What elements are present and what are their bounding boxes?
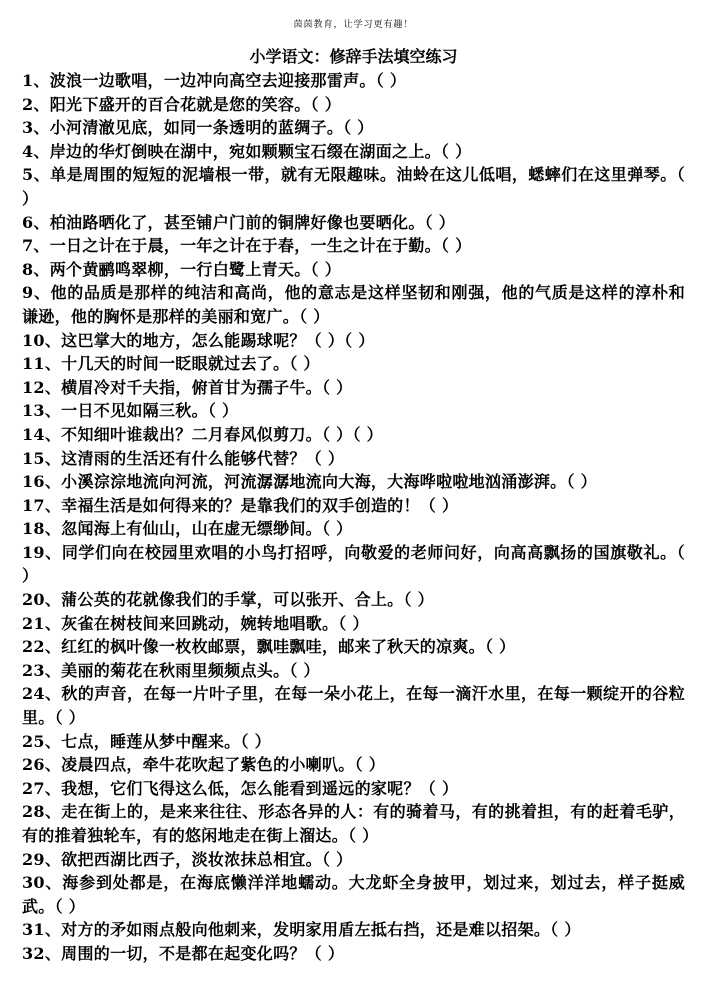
question-text: 两个黄鹂鸣翠柳，一行白鹭上青天。（ ） (49, 259, 342, 279)
question-number: 23、 (22, 660, 62, 680)
question-number: 13、 (22, 401, 62, 421)
question-number: 4、 (22, 141, 50, 161)
question-text: 蒲公英的花就像我们的手掌，可以张开、合上。（ ） (61, 590, 434, 610)
question-item (22, 494, 685, 518)
question-number: 22、 (22, 637, 62, 657)
question-item (22, 635, 685, 659)
question-number: 11、 (22, 354, 62, 374)
question-text: 他的品质是那样的纯洁和高尚，他的意志是这样坚韧和刚强，他的气质是这样的淳朴和谦逊，他的胸怀是那样的美丽和宽广。（ ） (22, 283, 685, 326)
question-item (22, 69, 685, 93)
question-item (22, 399, 685, 423)
header-note: 茵茵教育，让学习更有趣！ (293, 20, 414, 30)
question-number: 6、 (22, 212, 50, 232)
question-number: 30、 (22, 873, 63, 893)
question-number: 5、 (22, 165, 51, 185)
question-item (22, 918, 685, 942)
question-list (22, 69, 685, 966)
question-number: 12、 (22, 377, 62, 397)
question-item (22, 753, 685, 777)
question-text: 灰雀在树枝间来回跳动，婉转地唱歌。（ ） (61, 613, 369, 633)
question-item (22, 470, 685, 494)
question-item (22, 140, 685, 164)
question-item (22, 376, 685, 400)
question-text: 红红的枫叶像一枚枚邮票，飘哇飘哇，邮来了秋天的凉爽。（ ） (61, 637, 516, 657)
question-item (22, 730, 685, 754)
question-text: 一日不见如隔三秋。（ ） (61, 401, 239, 421)
question-item (22, 517, 685, 541)
question-text: 同学们向在校园里欢唱的小鸟打招呼，向敬爱的老师问好，向高高飘扬的国旗敬礼。（ ） (22, 542, 685, 586)
question-item (22, 281, 685, 328)
question-item (22, 588, 685, 612)
question-text: 不知细叶谁裁出？二月春风似剪刀。（ ）（ ） (61, 424, 383, 444)
question-text: 十几天的时间一眨眼就过去了。（ ） (61, 354, 320, 374)
question-item (22, 116, 685, 140)
question-text: 横眉冷对千夫指，俯首甘为孺子牛。（ ） (61, 377, 353, 397)
question-text: 岸边的华灯倒映在湖中，宛如颗颗宝石缀在湖面之上。（ ） (49, 141, 472, 161)
question-item (22, 211, 685, 235)
question-number: 29、 (22, 849, 62, 869)
question-number: 25、 (22, 731, 62, 751)
question-text: 一日之计在于晨，一年之计在于春，一生之计在于勤。（ ） (49, 236, 472, 256)
question-number: 2、 (22, 94, 50, 114)
question-number: 20、 (22, 590, 62, 610)
question-text: 幸福生活是如何得来的？是靠我们的双手创造的！（ ） (61, 495, 459, 515)
question-text: 秋的声音，在每一片叶子里，在每一朵小花上，在每一滴汗水里，在每一颗绽开的谷粒里。（ ） (22, 684, 686, 728)
question-number: 19、 (22, 542, 62, 562)
question-number: 17、 (22, 495, 62, 515)
question-text: 波浪一边歌唱，一边冲向高空去迎接那雷声。（ ） (49, 71, 407, 90)
question-text: 走在街上的，是来来往往、形态各异的人：有的骑着马，有的挑着担，有的赶着毛驴，有的推着独轮车，有的悠闲地走在街上溜达。（ ） (22, 802, 686, 845)
question-item (22, 329, 685, 353)
question-item (22, 659, 685, 683)
question-item (22, 612, 685, 636)
question-number: 16、 (22, 472, 62, 492)
question-text: 忽闻海上有仙山，山在虚无缥缈间。（ ） (61, 519, 353, 539)
question-number: 9、 (22, 283, 51, 303)
question-number: 1、 (22, 71, 50, 90)
question-item (22, 93, 685, 117)
question-text: 小河清澈见底，如同一条透明的蓝绸子。（ ） (49, 118, 374, 138)
question-item (22, 942, 685, 966)
question-text: 这巴掌大的地方，怎么能踢球呢？（ ）（ ） (61, 330, 375, 350)
question-item (22, 541, 685, 588)
question-item (22, 423, 685, 447)
question-number: 24、 (22, 684, 62, 704)
question-item (22, 848, 685, 872)
question-text: 欲把西湖比西子，淡妆浓抹总相宜。（ ） (61, 849, 353, 869)
question-item (22, 258, 685, 282)
question-number: 18、 (22, 519, 62, 539)
question-item (22, 871, 685, 918)
question-number: 21、 (22, 613, 62, 633)
question-number: 31、 (22, 920, 62, 940)
question-text: 阳光下盛开的百合花就是您的笑容。（ ） (49, 94, 342, 114)
question-number: 7、 (22, 236, 50, 256)
question-text: 小溪淙淙地流向河流，河流潺潺地流向大海，大海哗啦啦地汹涌澎湃。（ ） (61, 472, 597, 492)
question-item (22, 800, 685, 847)
question-item (22, 163, 685, 210)
question-text: 单是周围的短短的泥墙根一带，就有无限趣味。油蛉在这儿低唱，蟋蟀们在这里弹琴。（ ） (22, 165, 686, 208)
question-text: 海参到处都是，在海底懒洋洋地蠕动。大龙虾全身披甲，划过来，划过去，样子挺威武。（ ） (22, 873, 685, 916)
question-number: 28、 (22, 802, 62, 822)
question-number: 8、 (22, 259, 50, 279)
question-number: 26、 (22, 755, 62, 775)
question-number: 14、 (22, 424, 62, 444)
question-text: 周围的一切，不是都在起变化吗？（ ） (61, 943, 345, 963)
question-text: 七点，睡莲从梦中醒来。（ ） (61, 731, 271, 751)
question-number: 15、 (22, 448, 62, 468)
question-item (22, 447, 685, 471)
question-number: 10、 (22, 330, 62, 350)
question-item (22, 352, 685, 376)
question-text: 对方的矛如雨点般向他刺来，发明家用盾左抵右挡，还是难以招架。（ ） (61, 920, 581, 940)
question-text: 这清雨的生活还有什么能够代替？（ ） (61, 448, 345, 468)
question-text: 我想，它们飞得这么低，怎么能看到遥远的家呢？（ ） (61, 778, 459, 798)
question-text: 凌晨四点，牵牛花吹起了紫色的小喇叭。（ ） (61, 755, 386, 775)
question-item (22, 682, 685, 729)
question-number: 27、 (22, 778, 62, 798)
question-item (22, 777, 685, 801)
page-title: 小学语文：修辞手法填空练习 (249, 47, 458, 66)
question-text: 柏油路晒化了，甚至铺户门前的铜牌好像也要晒化。（ ） (49, 212, 456, 232)
question-item (22, 234, 685, 258)
question-text: 美丽的菊花在秋雨里频频点头。（ ） (61, 660, 320, 680)
question-number: 3、 (22, 118, 50, 138)
question-number: 32、 (22, 943, 62, 963)
